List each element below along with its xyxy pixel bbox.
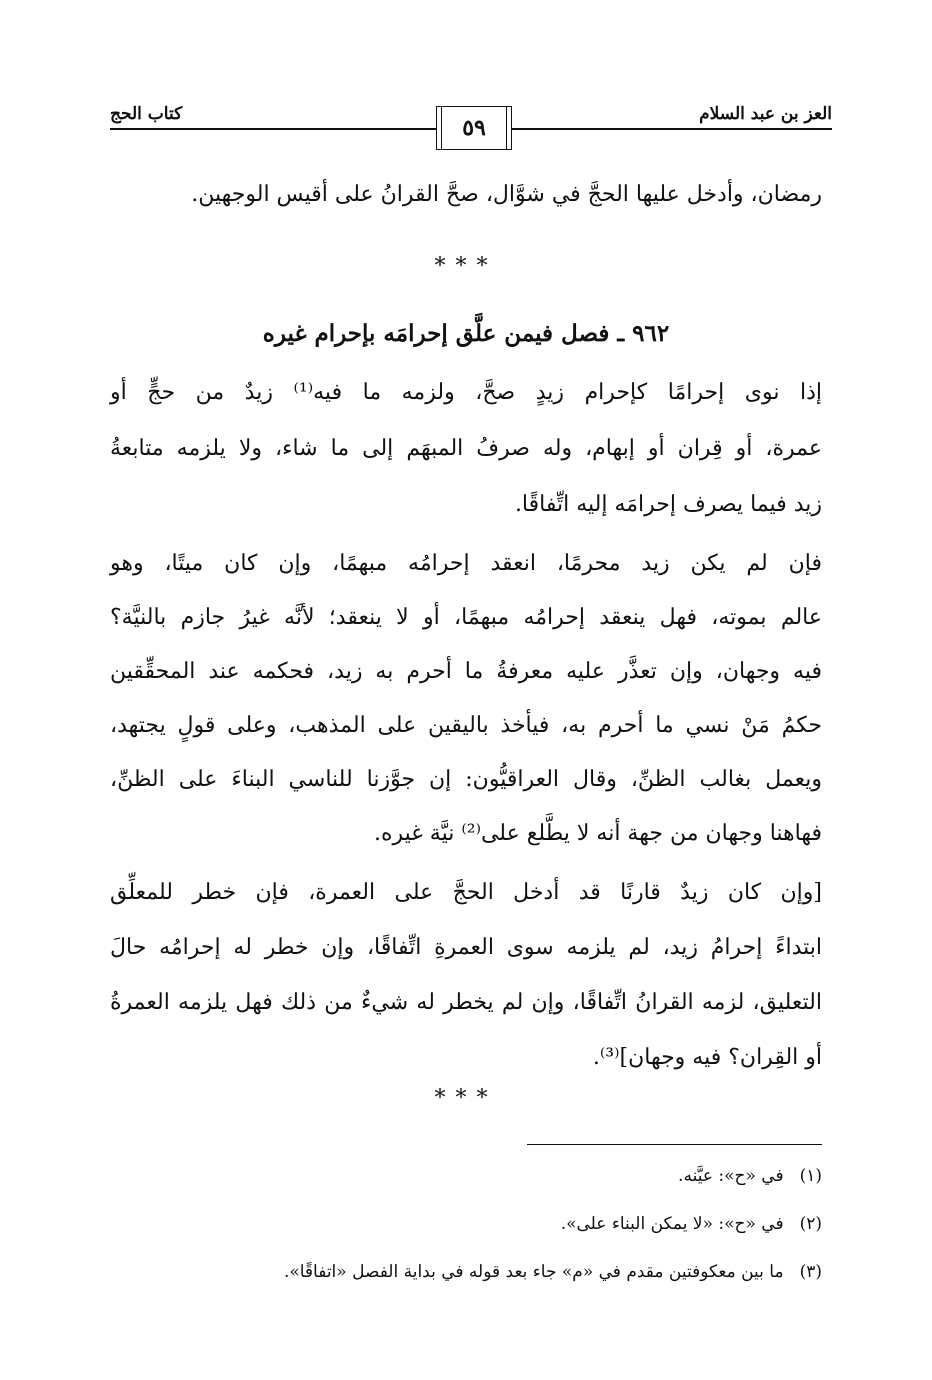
paragraph-2-line-2: عالم بموته، فهل ينعقد إحرامُه مبهمًا، أو لا ينعقد؛ لأنَّه غيرُ جازم بالنيَّة؟ — [110, 605, 822, 630]
page-number-frame — [436, 106, 512, 150]
section-heading: ٩٦٢ ـ فصل فيمن علَّق إحرامَه بإحرام غيره — [262, 320, 670, 347]
section-separator: *** — [434, 254, 498, 279]
footnote-number: (٣) — [799, 1262, 822, 1282]
footnote-number: (٢) — [799, 1214, 822, 1234]
header-book-title: كتاب الحج — [110, 104, 183, 124]
footnote-number: (١) — [799, 1166, 822, 1186]
intro-line: رمضان، وأدخل عليها الحجَّ في شوَّال، صحَّ القرانُ على أقيس الوجهين. — [191, 182, 822, 207]
paragraph-2-line-4: حكمُ مَنْ نسي ما أحرم به، فيأخذ باليقين على المذهب، وعلى قولٍ يجتهد، — [110, 713, 822, 738]
paragraph-2-line-1: فإن لم يكن زيد محرمًا، انعقد إحرامُه مبهمًا، وإن كان ميتًا، وهو — [110, 551, 822, 576]
end-separator: *** — [434, 1086, 498, 1111]
paragraph-3-line-1: [وإن كان زيدٌ قارنًا قد أدخل الحجَّ على العمرة، فإن خطر للمعلِّق — [110, 880, 822, 905]
footnote-3 — [284, 1262, 822, 1282]
header-author: العز بن عبد السلام — [699, 104, 832, 124]
footnote-text: في «ح»: «لا يمكن البناء على». — [560, 1214, 784, 1234]
paragraph-1-line-2: عمرة، أو قِران أو إبهام، وله صرفُ المبهَم إلى ما شاء، ولا يلزمه متابعةُ — [110, 436, 822, 461]
paragraph-2-line-5: ويعمل بغالب الظنِّ، وقال العراقيُّون: إن جوَّزنا للناسي البناءَ على الظنِّ، — [110, 767, 822, 792]
paragraph-3-line-3: التعليق، لزمه القرانُ اتِّفاقًا، وإن لم يخطر له شيءٌ من ذلك فهل يلزمه العمرةُ — [110, 990, 822, 1015]
paragraph-3-line-4: أو القِران؟ فيه وجهان]⁽³⁾. — [592, 1045, 822, 1070]
paragraph-1-line-3: زيد فيما يصرف إحرامَه إليه اتِّفاقًا. — [514, 492, 822, 517]
footnote-rule — [527, 1144, 822, 1145]
paragraph-2-line-3: فيه وجهان، وإن تعذَّر عليه معرفةُ ما أحرم به زيد، فحكمه عند المحقِّقين — [110, 659, 822, 684]
footnote-1 — [678, 1166, 822, 1186]
footnote-2 — [561, 1214, 822, 1234]
page-number: ٥٩ — [462, 115, 486, 141]
footnote-text: في «ح»: عيَّنه. — [678, 1166, 784, 1186]
paragraph-3-line-2: ابتداءً إحرامُ زيد، لم يلزمه سوى العمرةِ اتِّفاقًا، وإن خطر له إحرامُه حالَ — [110, 935, 822, 960]
paragraph-1-line-1: إذا نوى إحرامًا كإحرام زيدٍ صحَّ، ولزمه ما فيه⁽¹⁾ زيدٌ من حجٍّ أو — [110, 380, 822, 405]
paragraph-2-line-6: فهاهنا وجهان من جهة أنه لا يطَّلع على⁽²⁾ نيَّة غيره. — [373, 821, 822, 846]
footnote-text: ما بين معكوفتين مقدم في «م» جاء بعد قوله في بداية الفصل «اتفاقًا». — [283, 1262, 784, 1282]
